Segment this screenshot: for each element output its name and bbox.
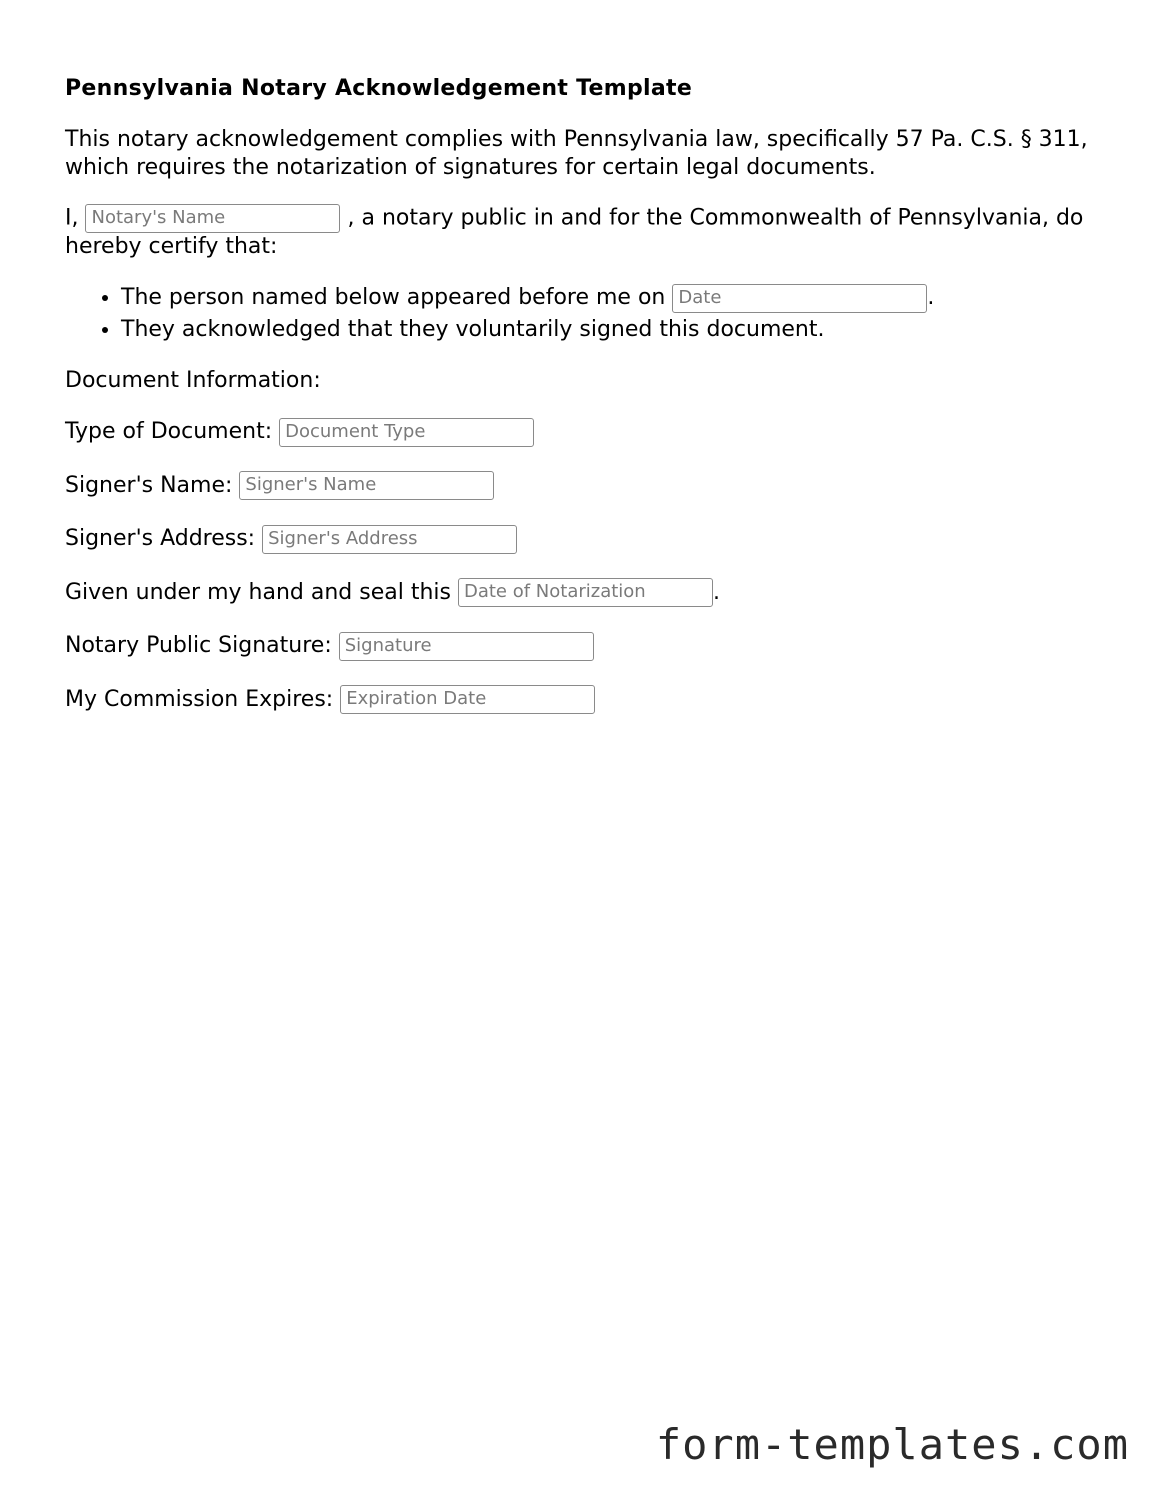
list-item: • They acknowledged that they voluntarily signed this document. [121,315,1105,345]
document-type-field[interactable]: Document Type [279,418,534,447]
signature-field[interactable]: Signature [339,632,594,661]
notary-name-field[interactable]: Notary's Name [85,204,340,233]
notarization-date-field[interactable]: Date of Notarization [458,578,713,607]
signer-name-row [65,471,1105,501]
signer-name-field[interactable]: Signer's Name [239,471,494,500]
commission-expires-row [65,685,1105,715]
doc-info-heading: Document Information: [65,368,321,393]
signer-address-label: Signer's Address: [65,526,256,551]
document-type-label: Type of Document: [65,419,273,444]
signature-row [65,631,1105,661]
given-period: . [712,579,720,605]
commission-expires-label: My Commission Expires: [65,686,334,712]
list-item [121,283,1105,313]
signature-label: Notary Public Signature: [65,633,332,658]
footer-brand: form-templates.com [655,1420,1129,1469]
certify-prefix: I, [65,205,79,231]
certify-paragraph [65,204,1105,261]
document-title: Pennsylvania Notary Acknowledgement Template [65,76,693,101]
document-page [65,74,1105,738]
signer-name-label: Signer's Name: [65,472,233,498]
notarization-date-row [65,578,1105,608]
appeared-text: The person named below appeared before me on [121,285,666,310]
appearance-date-field[interactable]: Date [672,284,927,313]
signer-address-row [65,524,1105,554]
certify-list [65,283,1105,345]
document-type-row [65,417,1105,447]
certify-suffix: , a notary public in and for the Commonwealth of Pennsylvania, do hereby certify that: [65,205,1084,259]
given-label: Given under my hand and seal this [65,579,451,605]
expiration-date-field[interactable]: Expiration Date [340,685,595,714]
intro-paragraph: This notary acknowledgement complies with Pennsylvania law, specifically 57 Pa. C.S. § 311, which requires the notarization of signatures for certain legal documents. [65,127,1088,180]
signer-address-field[interactable]: Signer's Address [262,525,517,554]
appeared-period: . [927,285,935,310]
